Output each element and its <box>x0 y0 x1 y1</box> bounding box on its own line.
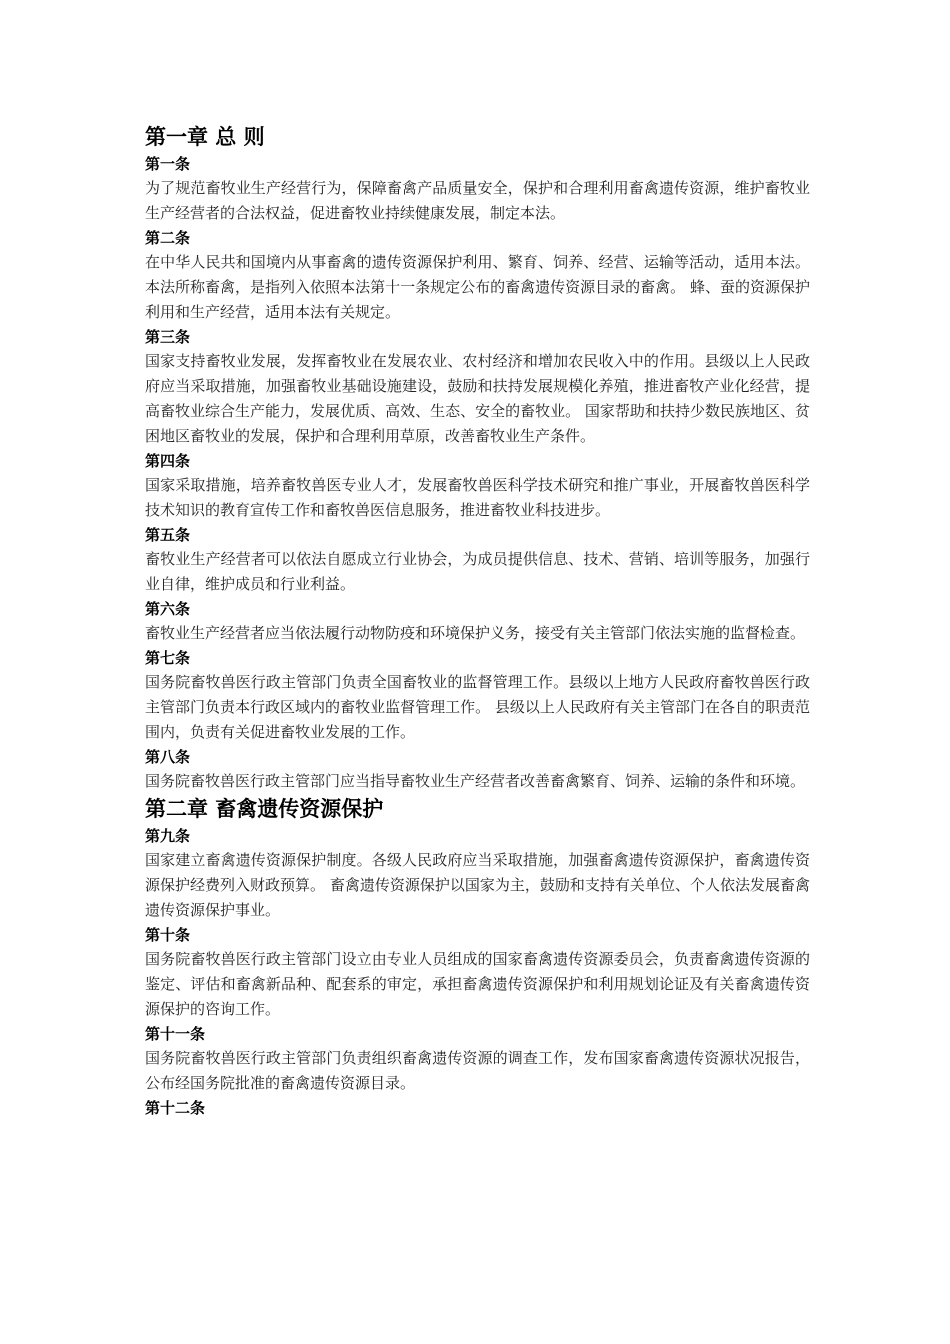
article-body: 国家支持畜牧业发展，发挥畜牧业在发展农业、农村经济和增加农民收入中的作用。县级以上人民政府应当采取措施，加强畜牧业基础设施建设，鼓励和扶持发展规模化养殖，推进畜牧产业化经营，提高畜牧业综合生产能力，发展优质、高效、生态、安全的畜牧业。 国家帮助和扶持少数民族地区、贫困地区畜牧业的发展，保护和合理利用草原，改善畜牧业生产条件。 <box>145 352 810 445</box>
article-heading: 第四条 <box>145 452 191 470</box>
article-heading: 第二条 <box>145 229 191 247</box>
document-page <box>145 122 810 1120</box>
article-3 <box>145 325 810 449</box>
article-body: 为了规范畜牧业生产经营行为，保障畜禽产品质量安全，保护和合理利用畜禽遗传资源，维护畜牧业生产经营者的合法权益，促进畜牧业持续健康发展，制定本法。 <box>145 179 810 222</box>
article-body: 国务院畜牧兽医行政主管部门负责组织畜禽遗传资源的调查工作，发布国家畜禽遗传资源状况报告，公布经国务院批准的畜禽遗传资源目录。 <box>145 1049 810 1092</box>
article-heading: 第九条 <box>145 827 191 845</box>
article-10 <box>145 923 810 1022</box>
chapter-1 <box>145 122 810 794</box>
article-heading: 第十二条 <box>145 1099 206 1117</box>
article-heading: 第五条 <box>145 526 191 544</box>
chapter-2 <box>145 794 810 1120</box>
article-9 <box>145 824 810 923</box>
article-2 <box>145 226 810 325</box>
article-heading: 第七条 <box>145 649 191 667</box>
article-heading: 第三条 <box>145 328 191 346</box>
article-1 <box>145 152 810 226</box>
article-11 <box>145 1022 810 1096</box>
article-body: 国务院畜牧兽医行政主管部门设立由专业人员组成的国家畜禽遗传资源委员会，负责畜禽遗传资源的鉴定、评估和畜禽新品种、配套系的审定，承担畜禽遗传资源保护和利用规划论证及有关畜禽遗传资源保护的咨询工作。 <box>145 950 810 1018</box>
article-body: 畜牧业生产经营者可以依法自愿成立行业协会，为成员提供信息、技术、营销、培训等服务，加强行业自律，维护成员和行业利益。 <box>145 550 810 593</box>
article-body: 在中华人民共和国境内从事畜禽的遗传资源保护利用、繁育、饲养、经营、运输等活动，适用本法。 本法所称畜禽，是指列入依照本法第十一条规定公布的畜禽遗传资源目录的畜禽。 蜂、蚕的资源保护利用和生产经营，适用本法有关规定。 <box>145 253 810 321</box>
article-heading: 第八条 <box>145 748 191 766</box>
article-heading: 第六条 <box>145 600 191 618</box>
article-body: 国务院畜牧兽医行政主管部门负责全国畜牧业的监督管理工作。县级以上地方人民政府畜牧兽医行政主管部门负责本行政区域内的畜牧业监督管理工作。 县级以上人民政府有关主管部门在各自的职责范围内，负责有关促进畜牧业发展的工作。 <box>145 673 810 741</box>
chapter-title: 第一章 总 则 <box>145 125 265 149</box>
article-body: 畜牧业生产经营者应当依法履行动物防疫和环境保护义务，接受有关主管部门依法实施的监督检查。 <box>145 624 806 642</box>
article-heading: 第一条 <box>145 155 191 173</box>
article-heading: 第十一条 <box>145 1025 206 1043</box>
article-4 <box>145 449 810 523</box>
article-body: 国家建立畜禽遗传资源保护制度。各级人民政府应当采取措施，加强畜禽遗传资源保护，畜禽遗传资源保护经费列入财政预算。 畜禽遗传资源保护以国家为主，鼓励和支持有关单位、个人依法发展畜禽遗传资源保护事业。 <box>145 851 810 919</box>
article-body: 国家采取措施，培养畜牧兽医专业人才，发展畜牧兽医科学技术研究和推广事业，开展畜牧兽医科学技术知识的教育宣传工作和畜牧兽医信息服务，推进畜牧业科技进步。 <box>145 476 810 519</box>
article-heading: 第十条 <box>145 926 191 944</box>
article-12 <box>145 1096 810 1120</box>
article-7 <box>145 646 810 745</box>
article-6 <box>145 597 810 646</box>
chapter-title: 第二章 畜禽遗传资源保护 <box>145 797 384 821</box>
article-body: 国务院畜牧兽医行政主管部门应当指导畜牧业生产经营者改善畜禽繁育、饲养、运输的条件和环境。 <box>145 772 806 790</box>
article-5 <box>145 523 810 597</box>
article-8 <box>145 745 810 794</box>
